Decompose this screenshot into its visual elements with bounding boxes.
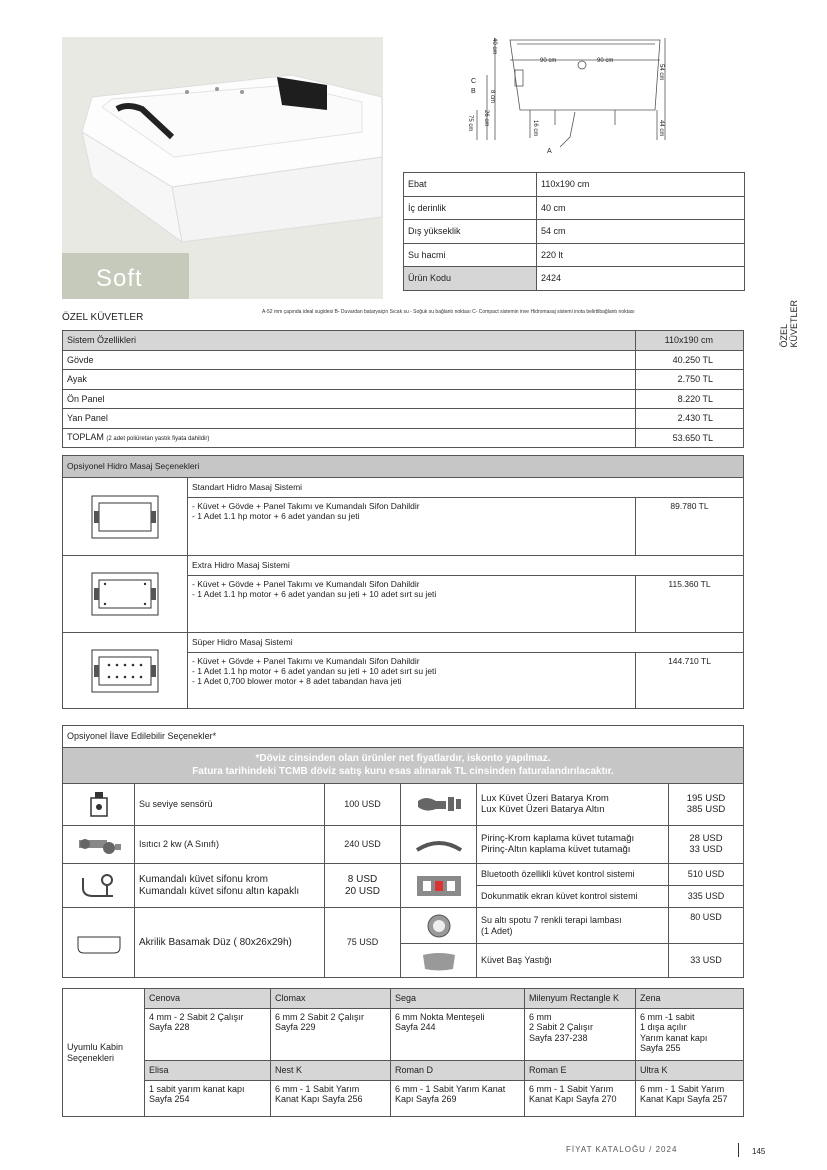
dim-label: 26 cm — [483, 110, 489, 127]
hydro-item-title-row — [63, 633, 744, 653]
cabin-desc-line: Kanat Kapı Sayfa 256 — [275, 1094, 363, 1105]
addons-title: Opsiyonel İlave Edilebilir Seçenekler* — [63, 726, 744, 748]
cabin-name: Nest K — [271, 1061, 391, 1081]
connection-note: A-52 mm çapında ideal sugidesi B- Duvardan bataryaiçin Sıcak su - Soğuk su bağlantı noktası C- Compact sistemin inve Hidromasaj sistemi inota belirtilbağlantı noktası — [262, 309, 635, 315]
cabin-name: Cenova — [145, 989, 271, 1009]
desc-line: - 1 Adet 0,700 blower motor + 8 adet tabandan hava jeti — [192, 675, 402, 686]
side-label-line: ÖZEL — [779, 324, 789, 348]
cabin-desc-line: 6 mm -1 sabit — [640, 1012, 695, 1022]
desc-line: - 1 Adet 1.1 hp motor + 6 adet yandan su jeti + 10 adet sırt su jeti — [192, 665, 437, 676]
table-header — [63, 331, 744, 351]
cabin-desc-line: 6 mm - 1 Sabit Yarım Kanat — [395, 1084, 506, 1094]
spec-label: Dış yükseklik — [404, 220, 537, 244]
hydro-header — [63, 456, 744, 478]
cabin-desc-row — [63, 1009, 744, 1061]
cabin-desc-line: 1 sabit yarım kanat kapı — [149, 1084, 245, 1094]
cabin-desc-line: 1 dışa açılır — [640, 1022, 687, 1033]
total-row — [63, 428, 744, 448]
addon-price: 100 USD — [325, 784, 401, 826]
dim-label: B — [471, 88, 476, 95]
side-label — [780, 300, 800, 348]
cabin-desc-line: Yarım kanat kapı — [640, 1032, 708, 1043]
spec-table — [403, 172, 745, 291]
addon-price-line: 385 USD — [686, 803, 726, 815]
cabin-desc — [525, 1009, 636, 1061]
addon-icon-cell — [63, 908, 135, 978]
hydro-item-name: Süper Hidro Masaj Sistemi — [188, 633, 744, 653]
cabin-name: Zena — [636, 989, 744, 1009]
dim-label: 8 cm — [489, 90, 495, 104]
addon-price: 33 USD — [669, 944, 744, 978]
addon-name: Küvet Baş Yastığı — [477, 944, 669, 978]
cabin-desc-line: Sayfa 229 — [275, 1022, 316, 1033]
hydro-item-title-row — [63, 478, 744, 498]
technical-drawing — [465, 30, 675, 165]
faucet-icon — [414, 793, 464, 817]
cabin-desc-line: 6 mm — [529, 1012, 552, 1022]
cabin-desc — [271, 1081, 391, 1117]
desc-line: - Küvet + Gövde + Panel Takımı ve Kumandalı Sifon Dahildir — [192, 579, 420, 589]
spec-row — [404, 173, 745, 197]
cabin-header-row — [63, 1061, 744, 1081]
addons-table — [62, 725, 744, 978]
warning-line: *Döviz cinsinden olan ürünler net fiyatlardır, iskonto yapılmaz. — [255, 753, 551, 764]
cabin-desc — [145, 1081, 271, 1117]
header-value: 110x190 cm — [636, 331, 744, 351]
cabin-desc-line: 4 mm - 2 Sabit 2 Çalışır — [149, 1012, 244, 1022]
desc-line: - Küvet + Gövde + Panel Takımı ve Kumandalı Sifon Dahildir — [192, 656, 420, 666]
addon-name: Akrilik Basamak Düz ( 80x26x29h) — [135, 908, 325, 978]
desc-line: - 1 Adet 1.1 hp motor + 6 adet yandan su jeti — [192, 510, 360, 521]
addon-price-line: 20 USD — [344, 885, 380, 897]
hydro-item-desc — [188, 576, 636, 633]
addon-price: 240 USD — [325, 826, 401, 864]
addon-name-line: Pirinç-Krom kaplama küvet tutamağı — [481, 832, 635, 844]
row-price: 8.220 TL — [636, 389, 744, 409]
addon-name: Bluetooth özellikli küvet kontrol sistemi — [477, 864, 669, 886]
product-name-label: Soft — [62, 253, 189, 299]
hydro-massage-table — [62, 455, 744, 709]
water-sensor-icon — [79, 790, 119, 820]
cabin-desc-line: Kanat Kapı Sayfa 270 — [529, 1094, 617, 1105]
cabin-desc-row — [63, 1081, 744, 1117]
dim-label: C — [471, 78, 477, 85]
hydro-item-name: Standart Hidro Masaj Sistemi — [188, 478, 744, 498]
cabin-desc-line: Kapı Sayfa 269 — [395, 1094, 457, 1105]
row-label: Gövde — [63, 350, 636, 370]
spec-row — [404, 196, 745, 220]
addon-price: 335 USD — [669, 886, 744, 908]
control-panel-icon — [415, 874, 463, 898]
warning-text — [63, 748, 744, 784]
cabin-desc-line: Sayfa 255 — [640, 1043, 681, 1054]
dim-label: A — [547, 148, 552, 155]
spec-label: İç derinlik — [404, 196, 537, 220]
addon-price-line: 8 USD — [347, 874, 378, 885]
desc-line: - Küvet + Gövde + Panel Takımı ve Kumandalı Sifon Dahildir — [192, 501, 420, 511]
addon-name-line: Kumandalı küvet sifonu krom — [139, 874, 268, 885]
cabin-desc-line: Sayfa 228 — [149, 1022, 190, 1033]
addon-icon-cell — [401, 826, 477, 864]
spec-value: 110x190 cm — [537, 173, 745, 197]
siphon-icon — [77, 872, 121, 900]
addon-row — [63, 908, 744, 944]
cabin-desc-line: 6 mm - 1 Sabit Yarım — [640, 1084, 725, 1094]
addon-name — [135, 864, 325, 908]
cabin-desc-line: Sayfa 254 — [149, 1094, 190, 1105]
cabin-desc — [525, 1081, 636, 1117]
cabin-desc-line: Kanat Kapı Sayfa 257 — [640, 1094, 728, 1105]
cabin-desc — [271, 1009, 391, 1061]
addon-price-line: 33 USD — [689, 843, 723, 855]
addon-price — [325, 864, 401, 908]
addon-row — [63, 864, 744, 886]
addon-icon-cell — [401, 944, 477, 978]
addon-row — [63, 826, 744, 864]
hydro-item-title-row — [63, 556, 744, 576]
cabin-name: Clomax — [271, 989, 391, 1009]
addon-name: Dokunmatik ekran küvet kontrol sistemi — [477, 886, 669, 908]
handle-icon — [411, 836, 467, 854]
addon-icon-cell — [401, 784, 477, 826]
addon-name-line: Pirinç-Altın kaplama küvet tutamağı — [481, 843, 631, 855]
spec-label: Su hacmi — [404, 243, 537, 267]
hydro-item-desc — [188, 498, 636, 556]
cabin-desc-line: 6 mm - 1 Sabit Yarım — [529, 1084, 614, 1094]
cabin-label: Uyumlu Kabin Seçenekleri — [63, 989, 145, 1117]
cabin-desc — [636, 1009, 744, 1061]
spotlight-icon — [426, 913, 452, 939]
cabin-desc-line: 6 mm Nokta Menteşeli — [395, 1012, 485, 1022]
addon-price — [669, 784, 744, 826]
hydro-diagram — [63, 633, 188, 709]
cabin-desc — [391, 1081, 525, 1117]
addon-price — [669, 826, 744, 864]
row-price: 40.250 TL — [636, 350, 744, 370]
spec-value: 2424 — [537, 267, 745, 291]
cabin-name: Sega — [391, 989, 525, 1009]
addon-price: 510 USD — [669, 864, 744, 886]
addon-name — [477, 784, 669, 826]
addon-row — [63, 784, 744, 826]
footer-divider — [738, 1143, 739, 1157]
hydro-item-price: 144.710 TL — [636, 653, 744, 709]
cabin-name: Roman D — [391, 1061, 525, 1081]
addons-header — [63, 726, 744, 748]
spec-row — [404, 220, 745, 244]
hydro-diagram — [63, 478, 188, 556]
addon-name-line: Lux Küvet Üzeri Batarya Krom — [481, 792, 609, 804]
row-price: 2.430 TL — [636, 409, 744, 429]
footer-catalog: FİYAT KATALOĞU / 2024 — [566, 1145, 678, 1154]
step-icon — [74, 931, 124, 955]
addon-price-line: 28 USD — [689, 832, 723, 844]
spec-label: Ürün Kodu — [404, 267, 537, 291]
cabin-desc-line: Sayfa 244 — [395, 1022, 436, 1033]
spec-label: Ebat — [404, 173, 537, 197]
hydro-item-price: 89.780 TL — [636, 498, 744, 556]
addon-icon-cell — [401, 908, 477, 944]
table-row — [63, 350, 744, 370]
table-row — [63, 370, 744, 390]
addon-icon-cell — [63, 826, 135, 864]
cabin-desc-line: 2 Sabit 2 Çalışır — [529, 1022, 594, 1033]
cabin-desc-line: 6 mm 2 Sabit 2 Çalışır — [275, 1012, 365, 1022]
addon-name: Su seviye sensörü — [135, 784, 325, 826]
cabin-header-row — [63, 989, 744, 1009]
desc-line: - 1 Adet 1.1 hp motor + 6 adet yandan su jeti + 10 adet sırt su jeti — [192, 588, 437, 599]
cabin-name: Elisa — [145, 1061, 271, 1081]
dim-label: 16 cm — [532, 120, 538, 137]
hydro-title: Opsiyonel Hidro Masaj Seçenekleri — [63, 456, 744, 478]
dim-label: 90 cm — [540, 58, 557, 64]
dim-label: 54 cm — [658, 64, 664, 81]
pillow-icon — [419, 949, 459, 973]
cabin-name: Milenyum Rectangle K — [525, 989, 636, 1009]
cabin-table — [62, 988, 744, 1117]
spec-value: 220 lt — [537, 243, 745, 267]
dim-label: 90 cm — [597, 58, 614, 64]
addon-price: 75 USD — [325, 908, 401, 978]
cabin-desc — [391, 1009, 525, 1061]
addon-name-line: Lux Küvet Üzeri Batarya Altın — [481, 803, 605, 815]
cabin-name: Ultra K — [636, 1061, 744, 1081]
cabin-desc — [145, 1009, 271, 1061]
hydro-diagram — [63, 556, 188, 633]
total-text: TOPLAM — [67, 432, 104, 443]
page-number: 145 — [752, 1147, 766, 1156]
side-label-line: KÜVETLER — [788, 300, 799, 348]
hydro-item-name: Extra Hidro Masaj Sistemi — [188, 556, 744, 576]
addon-icon-cell — [63, 864, 135, 908]
addon-name-line: Su altı spotu 7 renkli terapi lambası — [481, 915, 622, 926]
row-label: Ayak — [63, 370, 636, 390]
addon-name-line: (1 Adet) — [481, 925, 513, 936]
addon-name — [477, 826, 669, 864]
addon-name: Isıtıcı 2 kw (A Sınıfı) — [135, 826, 325, 864]
cabin-desc-line: 6 mm - 1 Sabit Yarım — [275, 1084, 360, 1094]
header-label: Sistem Özellikleri — [63, 331, 636, 351]
spec-value: 40 cm — [537, 196, 745, 220]
cabin-name: Roman E — [525, 1061, 636, 1081]
addons-warning — [63, 748, 744, 784]
system-price-table — [62, 330, 744, 448]
total-price: 53.650 TL — [636, 428, 744, 448]
total-label — [63, 428, 636, 448]
hydro-item-desc — [188, 653, 636, 709]
dim-label: 44 cm — [658, 120, 664, 137]
hydro-item-price: 115.360 TL — [636, 576, 744, 633]
warning-line: Fatura tarihindeki TCMB döviz satış kuru esas alınarak TL cinsinden faturalandırılacaktır. — [192, 765, 614, 777]
addon-price-line: 195 USD — [686, 792, 726, 804]
table-row — [63, 409, 744, 429]
dim-label: 40 cm — [491, 38, 497, 55]
row-price: 2.750 TL — [636, 370, 744, 390]
table-row — [63, 389, 744, 409]
spec-value: 54 cm — [537, 220, 745, 244]
addon-icon-cell — [63, 784, 135, 826]
row-label: Yan Panel — [63, 409, 636, 429]
row-label: Ön Panel — [63, 389, 636, 409]
addon-name — [477, 908, 669, 944]
addon-icon-cell — [401, 864, 477, 908]
heater-icon — [75, 832, 123, 858]
addon-name-line: Kumandalı küvet sifonu altın kapaklı — [139, 885, 300, 897]
total-sub: (2 adet poliüretan yastık fiyata dahildir) — [106, 436, 210, 443]
cabin-desc-line: Sayfa 237-238 — [529, 1032, 588, 1043]
section-title: ÖZEL KÜVETLER — [62, 312, 144, 323]
cabin-desc — [636, 1081, 744, 1117]
spec-row — [404, 267, 745, 291]
dim-label: 75 cm — [467, 115, 473, 132]
addon-price: 80 USD — [669, 908, 744, 944]
spec-row — [404, 243, 745, 267]
